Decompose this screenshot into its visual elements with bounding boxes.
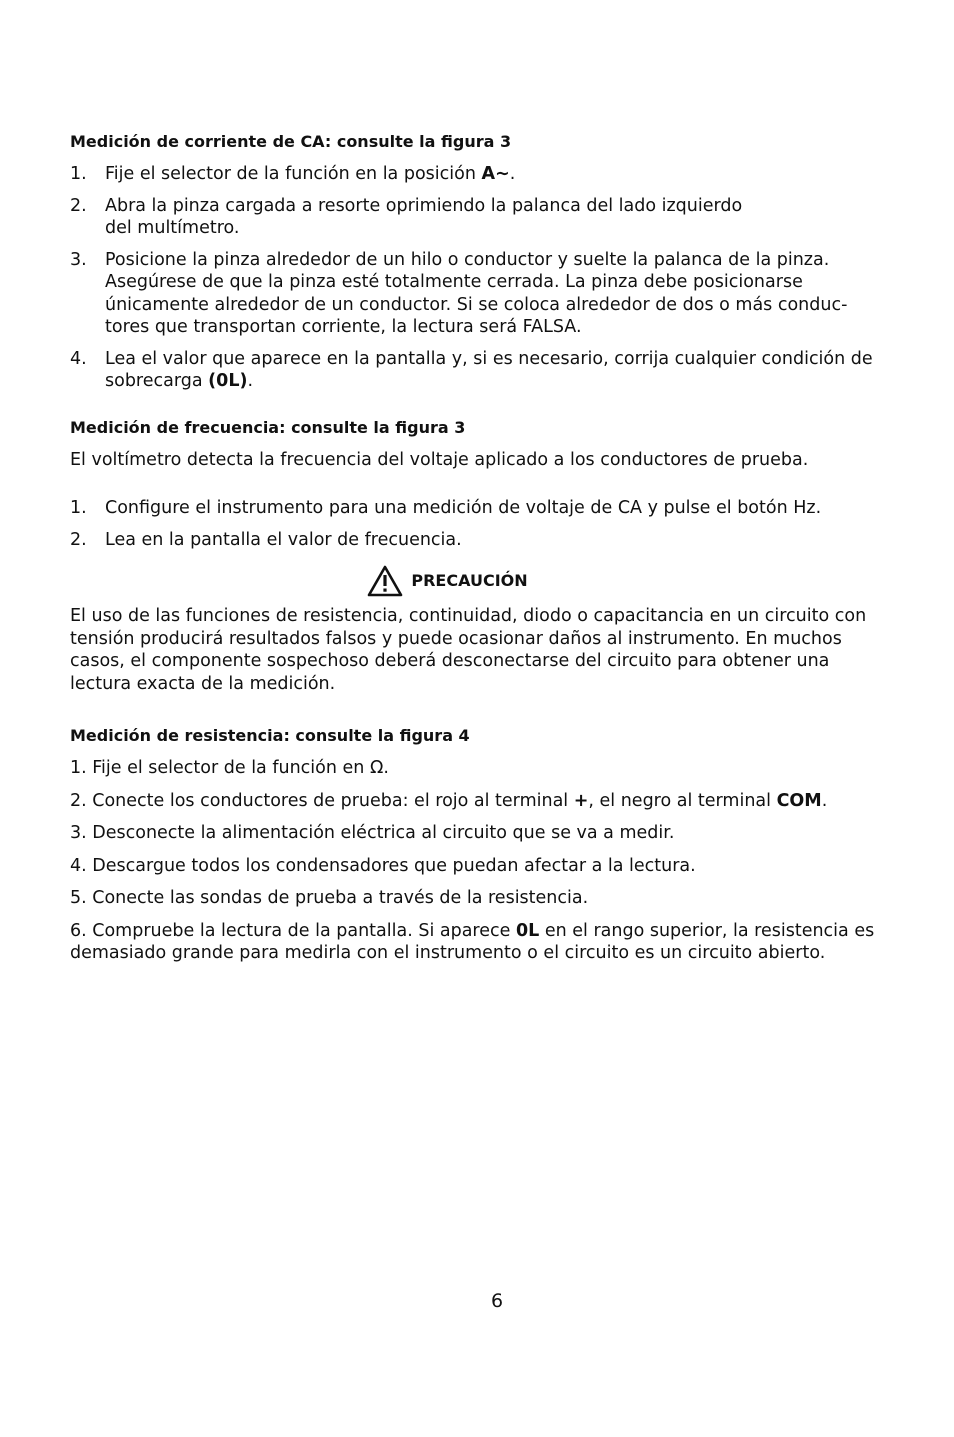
step-bold-part: A∼ (481, 164, 510, 184)
step-text-part: . (821, 790, 828, 811)
step-text-part: Abra la pinza cargada a resorte oprimiendo la palanca del lado izquierdo (105, 195, 743, 216)
resistance-steps (70, 757, 885, 965)
list-item (70, 790, 885, 813)
list-item (70, 497, 885, 520)
frequency-heading: Medición de frecuencia: consulte la figura 3 (70, 417, 466, 437)
step-number: 1. (70, 498, 87, 518)
resistance-heading: Medición de resistencia: consulte la figura 4 (70, 726, 470, 745)
list-item (70, 249, 885, 339)
resistance-section (70, 725, 885, 965)
frequency-steps (70, 497, 885, 551)
list-item (70, 348, 885, 393)
step-text-part: en el rango superior, la resistencia es demasiado grande para medirla con el instrumento o el circuito es un circuito abierto. (70, 920, 875, 963)
step-text (105, 195, 885, 240)
step-text-part: 1. Fije el selector de la función en Ω. (70, 758, 389, 778)
list-item (70, 920, 885, 965)
list-item (70, 757, 885, 780)
step-text-part: Fije el selector de la función en la posición (105, 164, 482, 184)
step-number: 3. (70, 249, 87, 270)
step-bold-part: (0L) (208, 371, 248, 391)
step-text-part: 5. Conecte las sondas de prueba a través de la resistencia. (70, 888, 589, 908)
step-text-part: , el negro al terminal (588, 790, 777, 811)
page-number: 6 (490, 1290, 504, 1312)
warning-triangle-icon (367, 565, 403, 597)
step-text-part: . (509, 164, 516, 184)
ac-current-section (70, 131, 885, 393)
list-item (70, 822, 885, 845)
step-text: Posicione la pinza alrededor de un hilo o conductor y suelte la palanca de la pinza. Asegúrese de que la pinza esté totalmente cerrada. La pinza debe posicionarse únicamente alrededor de un conductor. Si se coloca alrededor de dos o más conduc-tores que transportan corriente, la lectura será FALSA. (105, 249, 848, 337)
ac-current-heading: Medición de corriente de CA: consulte la figura 3 (70, 132, 512, 151)
list-item (70, 195, 885, 240)
list-item (70, 855, 885, 878)
caution-block (70, 565, 885, 695)
page-content (70, 131, 885, 975)
caution-text: El uso de las funciones de resistencia, continuidad, diodo o capacitancia en un circuito con tensión producirá resultados falsos y puede ocasionar daños al instrumento. En muchos casos, el componente sospechoso deberá desconectarse del circuito para obtener una lectura exacta de la medición. (70, 606, 867, 694)
step-text-part: 4. Descargue todos los condensadores que puedan afectar a la lectura. (70, 855, 696, 876)
step-bold-part: COM (776, 790, 822, 811)
list-item (70, 887, 885, 910)
step-text: Lea en la pantalla el valor de frecuencia. (105, 529, 462, 550)
list-item (70, 529, 885, 552)
step-number: 2. (70, 529, 87, 550)
caution-label: PRECAUCIÓN (411, 571, 528, 590)
step-text-part: . (247, 371, 254, 391)
frequency-section (70, 417, 885, 552)
ac-current-steps (70, 163, 885, 393)
step-number: 4. (70, 348, 87, 369)
step-text (105, 348, 885, 393)
step-bold-part: 0L (515, 920, 540, 941)
step-text-part: 3. Desconecte la alimentación eléctrica al circuito que se va a medir. (70, 823, 675, 843)
step-text: Configure el instrumento para una medición de voltaje de CA y pulse el botón Hz. (105, 498, 822, 518)
list-item (70, 163, 885, 186)
step-number: 2. (70, 195, 87, 216)
step-number: 1. (70, 164, 87, 184)
step-text (105, 163, 885, 186)
step-text-part: 2. Conecte los conductores de prueba: el rojo al terminal (70, 790, 574, 811)
step-text-part: del multímetro. (105, 218, 240, 238)
step-bold-part: + (573, 790, 589, 811)
caution-title-row (70, 565, 885, 597)
step-text-part: Lea el valor que aparece en la pantalla y, si es necesario, corrija cualquier condición de sobrecarga (105, 348, 873, 391)
frequency-intro: El voltímetro detecta la frecuencia del voltaje aplicado a los conductores de prueba. (70, 449, 809, 470)
step-text-part: 6. Compruebe la lectura de la pantalla. Si aparece (70, 920, 516, 941)
